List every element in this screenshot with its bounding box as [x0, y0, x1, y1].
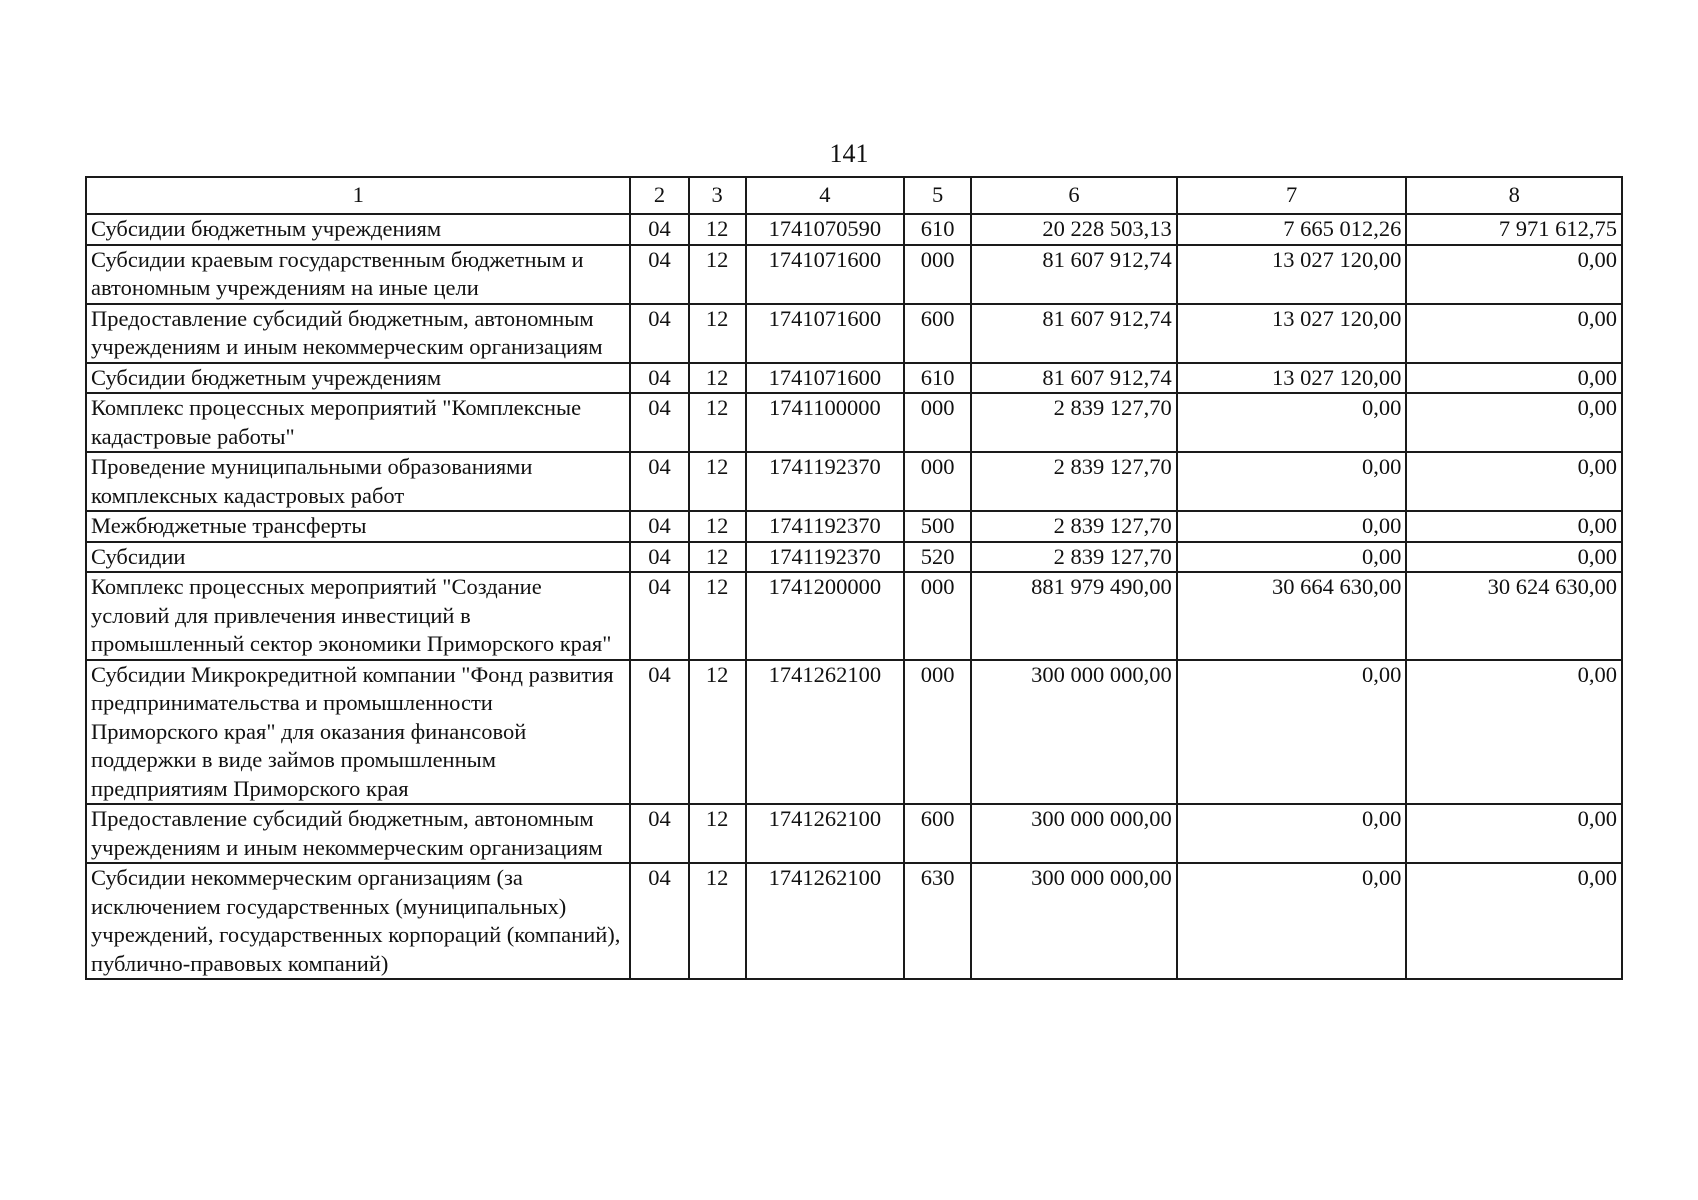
budget-table: [85, 176, 1623, 980]
section-code: 04: [630, 304, 688, 363]
target-article-code: 1741192370: [746, 542, 904, 573]
expense-type-code: 000: [904, 245, 971, 304]
amount-col-6: 81 607 912,74: [1042, 246, 1172, 272]
amount-col-6: 2 839 127,70: [1053, 543, 1172, 569]
subsection-code: 12: [689, 304, 746, 363]
table-row: [86, 542, 1622, 573]
row-name: Субсидии краевым государственным бюджетным и автономным учреждениям на иные цели: [86, 245, 630, 304]
amount-col-8: 0,00: [1577, 364, 1617, 390]
target-article-code: 1741262100: [746, 660, 904, 805]
section-code: 04: [630, 863, 688, 979]
expense-type-code: 500: [904, 511, 971, 542]
header-row: [86, 177, 1622, 214]
section-code: 04: [630, 245, 688, 304]
row-name: Комплекс процессных мероприятий "Создание условий для привлечения инвестиций в промышленный сектор экономики Приморского края": [86, 572, 630, 660]
col-header-7: 7: [1177, 177, 1407, 214]
table-row: [86, 393, 1622, 452]
amount-col-8: 0,00: [1577, 865, 1617, 890]
row-name: Проведение муниципальными образованиями комплексных кадастровых работ: [86, 452, 630, 511]
target-article-code: 1741200000: [746, 572, 904, 660]
amount-col-8: 0,00: [1577, 395, 1617, 420]
expense-type-code: 630: [904, 863, 971, 979]
amount-col-6: 81 607 912,74: [1042, 364, 1172, 390]
amount-col-8: 0,00: [1577, 246, 1617, 272]
subsection-code: 12: [689, 452, 746, 511]
table-row: [86, 452, 1622, 511]
section-code: 04: [630, 542, 688, 573]
table-row: [86, 863, 1622, 979]
target-article-code: 1741192370: [746, 452, 904, 511]
target-article-code: 1741262100: [746, 804, 904, 863]
amount-col-6: 300 000 000,00: [1031, 806, 1172, 831]
target-article-code: 1741071600: [746, 363, 904, 394]
amount-col-6: 81 607 912,74: [1042, 305, 1172, 331]
table-row: [86, 304, 1622, 363]
row-name: Межбюджетные трансферты: [86, 511, 630, 542]
amount-col-7: 0,00: [1362, 806, 1402, 831]
target-article-code: 1741071600: [746, 304, 904, 363]
amount-col-7: 0,00: [1362, 513, 1402, 538]
amount-col-8: 30 624 630,00: [1487, 574, 1617, 599]
amount-col-7: 13 027 120,00: [1272, 364, 1402, 390]
row-name: Комплекс процессных мероприятий "Комплексные кадастровые работы": [86, 393, 630, 452]
amount-col-8: 0,00: [1577, 454, 1617, 479]
amount-col-7: 0,00: [1362, 661, 1402, 687]
expense-type-code: 610: [904, 214, 971, 245]
amount-col-7: 0,00: [1362, 865, 1402, 890]
table-row: [86, 363, 1622, 394]
target-article-code: 1741070590: [746, 214, 904, 245]
amount-col-6: 20 228 503,13: [1042, 216, 1172, 241]
amount-col-6: 2 839 127,70: [1053, 454, 1172, 479]
amount-col-6: 881 979 490,00: [1031, 574, 1172, 599]
amount-col-8: 0,00: [1577, 806, 1617, 831]
amount-col-6: 300 000 000,00: [1031, 865, 1172, 890]
target-article-code: 1741192370: [746, 511, 904, 542]
subsection-code: 12: [689, 804, 746, 863]
amount-col-8: 0,00: [1577, 661, 1617, 687]
page-number: 141: [829, 139, 869, 168]
amount-col-7: 0,00: [1362, 454, 1402, 479]
amount-col-6: 2 839 127,70: [1053, 395, 1172, 420]
expense-type-code: 000: [904, 452, 971, 511]
col-header-4: 4: [746, 177, 904, 214]
table-row: [86, 245, 1622, 304]
amount-col-7: 7 665 012,26: [1283, 216, 1402, 241]
col-header-8: 8: [1406, 177, 1622, 214]
target-article-code: 1741071600: [746, 245, 904, 304]
amount-col-6: 300 000 000,00: [1031, 661, 1172, 687]
amount-col-8: 0,00: [1577, 513, 1617, 538]
subsection-code: 12: [689, 393, 746, 452]
section-code: 04: [630, 660, 688, 805]
expense-type-code: 600: [904, 804, 971, 863]
expense-type-code: 000: [904, 393, 971, 452]
section-code: 04: [630, 452, 688, 511]
expense-type-code: 600: [904, 304, 971, 363]
amount-col-8: 0,00: [1577, 543, 1617, 569]
table-row: [86, 511, 1622, 542]
row-name: Субсидии бюджетным учреждениям: [86, 363, 630, 394]
amount-col-8: 7 971 612,75: [1498, 216, 1617, 241]
target-article-code: 1741100000: [746, 393, 904, 452]
subsection-code: 12: [689, 245, 746, 304]
table-row: [86, 572, 1622, 660]
subsection-code: 12: [689, 863, 746, 979]
amount-col-6: 2 839 127,70: [1053, 513, 1172, 538]
table-row: [86, 804, 1622, 863]
section-code: 04: [630, 393, 688, 452]
subsection-code: 12: [689, 660, 746, 805]
section-code: 04: [630, 511, 688, 542]
col-header-1: 1: [86, 177, 630, 214]
subsection-code: 12: [689, 363, 746, 394]
row-name: Субсидии Микрокредитной компании "Фонд развития предпринимательства и промышленности Приморского края" для оказания финансовой поддержки в виде займов промышленным предприятиям Приморского края: [86, 660, 630, 805]
expense-type-code: 610: [904, 363, 971, 394]
table-row: [86, 214, 1622, 245]
section-code: 04: [630, 572, 688, 660]
section-code: 04: [630, 363, 688, 394]
amount-col-7: 30 664 630,00: [1272, 574, 1402, 599]
col-header-2: 2: [630, 177, 688, 214]
amount-col-7: 13 027 120,00: [1272, 246, 1402, 272]
row-name: Предоставление субсидий бюджетным, автономным учреждениям и иным некоммерческим организациям: [86, 804, 630, 863]
table-row: [86, 660, 1622, 805]
expense-type-code: 000: [904, 660, 971, 805]
row-name: Предоставление субсидий бюджетным, автономным учреждениям и иным некоммерческим организациям: [86, 304, 630, 363]
amount-col-8: 0,00: [1577, 305, 1617, 331]
expense-type-code: 000: [904, 572, 971, 660]
row-name: Субсидии: [86, 542, 630, 573]
row-name: Субсидии некоммерческим организациям (за исключением государственных (муниципальных) учреждений, государственных корпораций (компаний), публично-правовых компаний): [86, 863, 630, 979]
amount-col-7: 13 027 120,00: [1272, 305, 1402, 331]
section-code: 04: [630, 804, 688, 863]
amount-col-7: 0,00: [1362, 543, 1402, 569]
target-article-code: 1741262100: [746, 863, 904, 979]
subsection-code: 12: [689, 542, 746, 573]
col-header-6: 6: [971, 177, 1177, 214]
amount-col-7: 0,00: [1362, 395, 1402, 420]
expense-type-code: 520: [904, 542, 971, 573]
section-code: 04: [630, 214, 688, 245]
col-header-5: 5: [904, 177, 971, 214]
subsection-code: 12: [689, 572, 746, 660]
col-header-3: 3: [689, 177, 746, 214]
subsection-code: 12: [689, 214, 746, 245]
subsection-code: 12: [689, 511, 746, 542]
row-name: Субсидии бюджетным учреждениям: [86, 214, 630, 245]
